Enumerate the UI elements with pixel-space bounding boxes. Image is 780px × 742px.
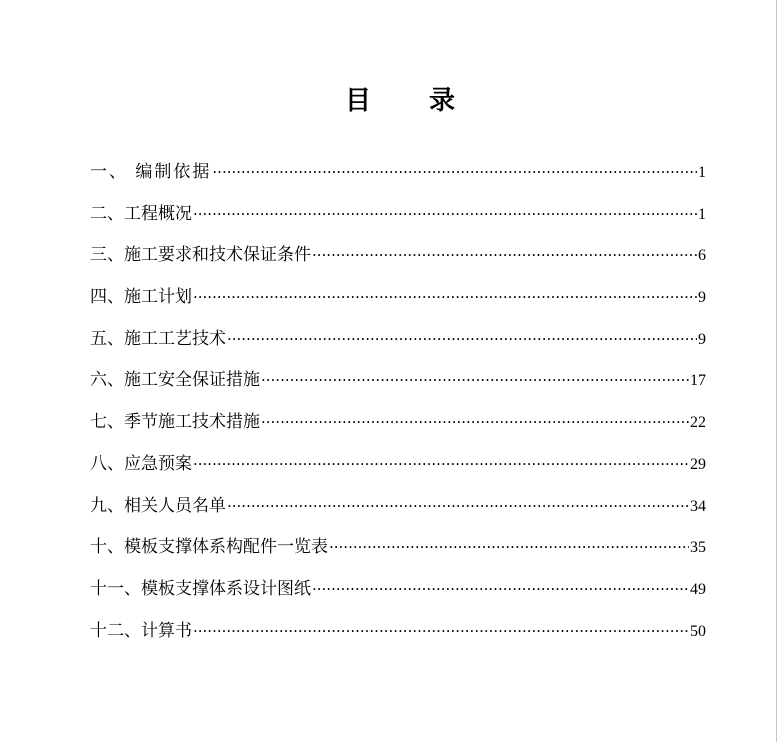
toc-entry[interactable] — [90, 492, 706, 534]
toc-entry-page: 1 — [698, 205, 706, 223]
table-of-contents — [90, 158, 706, 658]
toc-entry[interactable] — [90, 283, 706, 325]
toc-dot-leader — [329, 533, 689, 561]
page-title — [0, 84, 780, 118]
toc-entry[interactable] — [90, 158, 706, 200]
toc-entry[interactable] — [90, 366, 706, 408]
toc-entry[interactable] — [90, 533, 706, 575]
toc-entry[interactable] — [90, 241, 706, 283]
toc-entry-label: 二、工程概况 — [90, 203, 192, 224]
toc-entry-label: 十二、计算书 — [90, 620, 192, 641]
toc-dot-leader — [212, 158, 697, 186]
page-title-char-2: 录 — [429, 86, 456, 116]
toc-entry-label: 八、应急预案 — [90, 453, 192, 474]
toc-entry-page: 22 — [690, 414, 706, 432]
toc-entry[interactable] — [90, 325, 706, 367]
toc-entry-page: 6 — [698, 247, 706, 265]
toc-entry-label: 三、施工要求和技术保证条件 — [90, 245, 311, 266]
toc-entry[interactable] — [90, 408, 706, 450]
toc-dot-leader — [312, 575, 689, 603]
toc-entry[interactable] — [90, 575, 706, 617]
toc-dot-leader — [227, 492, 689, 520]
toc-dot-leader — [193, 200, 697, 228]
toc-entry-label: 五、施工工艺技术 — [90, 328, 226, 349]
toc-entry-page: 9 — [698, 330, 706, 348]
toc-entry-page: 35 — [690, 539, 706, 557]
toc-entry[interactable] — [90, 450, 706, 492]
toc-entry-page: 50 — [690, 622, 706, 640]
toc-entry-page: 29 — [690, 455, 706, 473]
page-title-char-1: 目 — [344, 86, 371, 116]
toc-entry-label: 十、模板支撑体系构配件一览表 — [90, 537, 328, 558]
toc-entry-label: 四、施工计划 — [90, 287, 192, 308]
toc-entry-label: 六、施工安全保证措施 — [90, 370, 260, 391]
toc-entry-label: 十一、模板支撑体系设计图纸 — [90, 578, 311, 599]
toc-dot-leader — [261, 366, 689, 394]
toc-entry-page: 49 — [690, 580, 706, 598]
toc-entry[interactable] — [90, 200, 706, 242]
toc-entry[interactable] — [90, 617, 706, 659]
toc-dot-leader — [193, 283, 697, 311]
toc-dot-leader — [193, 450, 689, 478]
toc-dot-leader — [261, 408, 689, 436]
toc-dot-leader — [227, 325, 697, 353]
toc-entry-label: 九、相关人员名单 — [90, 495, 226, 516]
toc-entry-page: 9 — [698, 289, 706, 307]
toc-entry-page: 17 — [690, 372, 706, 390]
toc-entry-page: 1 — [698, 164, 706, 181]
toc-dot-leader — [312, 241, 697, 269]
toc-entry-label: 一、 编制依据 — [90, 162, 212, 182]
toc-dot-leader — [193, 617, 689, 645]
toc-entry-label: 七、季节施工技术措施 — [90, 412, 260, 433]
toc-entry-page: 34 — [690, 497, 706, 515]
